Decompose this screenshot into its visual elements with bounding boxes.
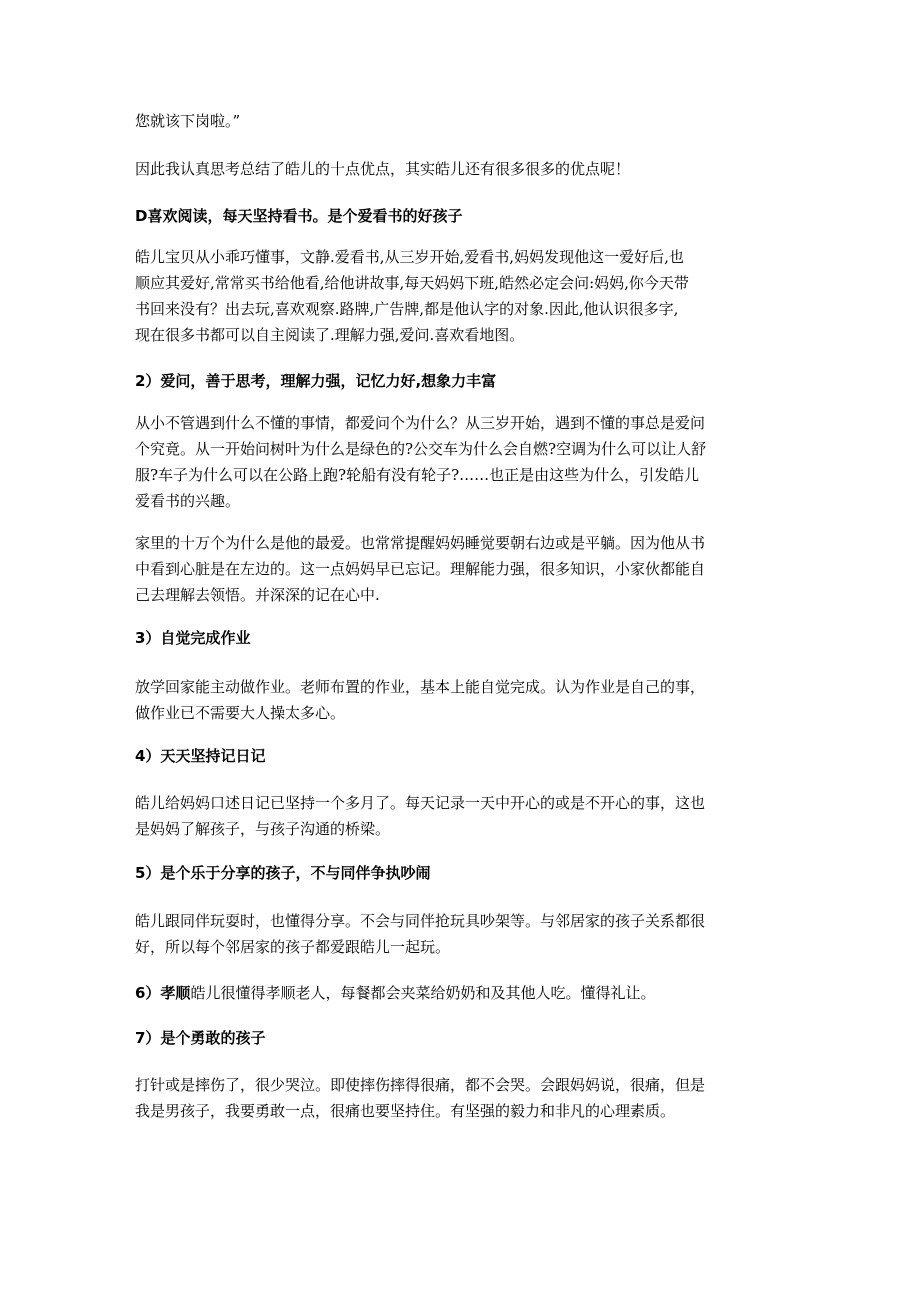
paragraph-intro: 因此我认真思考总结了皓儿的十点优点，其实皓儿还有很多很多的优点呢！: [135, 160, 631, 178]
paragraph-quote-end: 您就该下岗啦。”: [135, 112, 241, 130]
heading-5: 5）是个乐于分享的孩子，不与同伴争执吵闹: [135, 864, 431, 882]
paragraph-6: 皓儿跟同伴玩耍时，也懂得分享。不会与同伴抢玩具吵架等。与邻居家的孩子关系都很 好，所以每个邻居家的孩子都爱跟皓儿一起玩。: [135, 912, 706, 956]
paragraph-8: 打针或是摔伤了，很少哭泣。即使摔伤摔得很痛，都不会哭。会跟妈妈说，很痛，但是 我是男孩子，我要勇敢一点，很痛也要坚持住。有坚强的毅力和非凡的心理素质。: [135, 1076, 706, 1120]
heading-6-text: 皓儿很懂得孝顺老人，每餐都会夹菜给奶奶和及其他人吃。懂得礼让。: [190, 984, 656, 1002]
heading-2: 2）爱问，善于思考，理解力强，记忆力好,想象力丰富: [135, 372, 497, 390]
paragraph-7: [135, 980, 785, 1006]
heading-1: D喜欢阅读，每天坚持看书。是个爱看书的好孩子: [135, 207, 463, 225]
paragraph-3: 家里的十万个为什么是他的最爱。也常常提醒妈妈睡觉要朝右边或是平躺。因为他从书 中看到心脏是在左边的。这一点妈妈早已忘记。理解能力强，很多知识，小家伙都能自 己去理解去领悟。并深深的记在心中.: [135, 534, 706, 604]
heading-4: 4）天天坚持记日记: [135, 747, 266, 765]
paragraph-4: 放学回家能主动做作业。老师布置的作业，基本上能自觉完成。认为作业是自己的事， 做作业已不需要大人操太多心。: [135, 678, 706, 722]
heading-6: 6）孝顺: [135, 984, 191, 1002]
heading-7: 7）是个勇敢的孩子: [135, 1029, 266, 1047]
heading-3: 3）自觉完成作业: [135, 629, 251, 647]
paragraph-1: 皓儿宝贝从小乖巧懂事，文静.爱看书,从三岁开始,爱看书,妈妈发现他这一爱好后,也 顺应其爱好,常常买书给他看,给他讲故事,每天妈妈下班,皓然必定会问:妈妈,你今天带 书回来没有？出去玩,喜欢观察.路牌,广告牌,都是他认字的对象.因此,他认识很多字, 现在很多书都可以自主阅读了.理解力强,爱问.喜欢看地图。: [135, 248, 689, 344]
paragraph-5: 皓儿给妈妈口述日记已坚持一个多月了。每天记录一天中开心的或是不开心的事，这也 是妈妈了解孩子，与孩子沟通的桥梁。: [135, 794, 706, 838]
paragraph-2: 从小不管遇到什么不懂的事情，都爱问个为什么？从三岁开始，遇到不懂的事总是爱问 个究竟。从一开始问树叶为什么是绿色的?公交车为什么会自燃?空调为什么可以让人舒 服?车子为什么可以在公路上跑?轮船有没有轮子?……也正是由这些为什么，引发皓儿 爱看书的兴趣。: [135, 414, 707, 510]
